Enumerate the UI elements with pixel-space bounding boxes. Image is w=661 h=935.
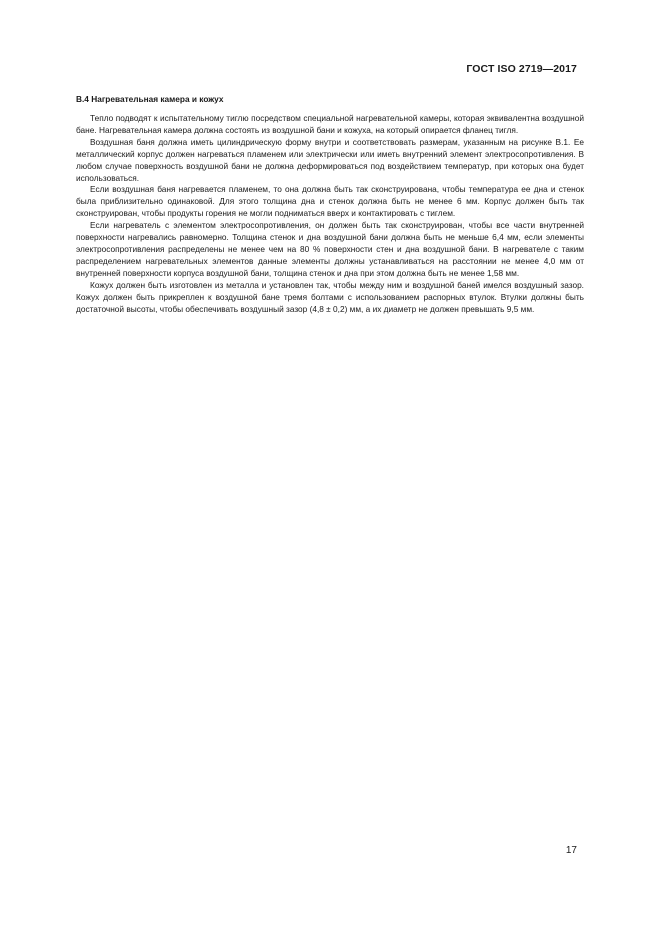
paragraph: Если воздушная баня нагревается пламенем, то она должна быть так сконструирована, чтобы температура ее дна и стенок была приблизительно одинаковой. Для этого толщина дна и стенок должна быть не менее 6 мм. Корпус должен быть так сконструирован, чтобы продукты горения не могли подниматься вверх и контактировать с тиглем.: [76, 184, 584, 219]
paragraph: Кожух должен быть изготовлен из металла и установлен так, чтобы между ним и воздушной баней имелся воздушный зазор. Кожух должен быть прикреплен к воздушной бане тремя болтами с использованием распорных втулок. Втулки должны быть достаточной высоты, чтобы обеспечивать воздушный зазор (4,8 ± 0,2) мм, а их диаметр не должен превышать 9,5 мм.: [76, 279, 584, 314]
document-standard-number: ГОСТ ISO 2719—2017: [466, 63, 577, 75]
paragraph: Если нагреватель с элементом электросопротивления, он должен быть так сконструирован, чтобы все части внутренней поверхности нагревались равномерно. Толщина стенок и дна воздушной бани должна быть не меньше 6,4 мм, если элементы электросопротивления распределены не менее чем на 80 % поверхности стен и дна воздушной бани. В нагревателе с таким распределением нагревательных элементов данные элементы должны устанавливаться на расстоянии не менее 4,0 мм от внутренней поверхности корпуса воздушной бани, толщина стенок и дна при этом должна быть не менее 1,58 мм.: [76, 220, 584, 278]
section-title: В.4 Нагревательная камера и кожух: [76, 94, 224, 104]
paragraph: Тепло подводят к испытательному тиглю посредством специальной нагревательной камеры, которая эквивалентна воздушной бане. Нагревательная камера должна состоять из воздушной бани и кожуха, на который опирается фланец тигля.: [76, 113, 584, 135]
section-body: [76, 94, 584, 315]
paragraph: Воздушная баня должна иметь цилиндрическую форму внутри и соответствовать размерам, указанным на рисунке В.1. Ее металлический корпус должен нагреваться пламенем или электрически или иметь внутренний элемент электросопротивления. В любом случае поверхность воздушной бани не должна деформироваться под воздействием температур, при которых она будет использоваться.: [76, 136, 584, 183]
page-number: 17: [565, 845, 577, 856]
